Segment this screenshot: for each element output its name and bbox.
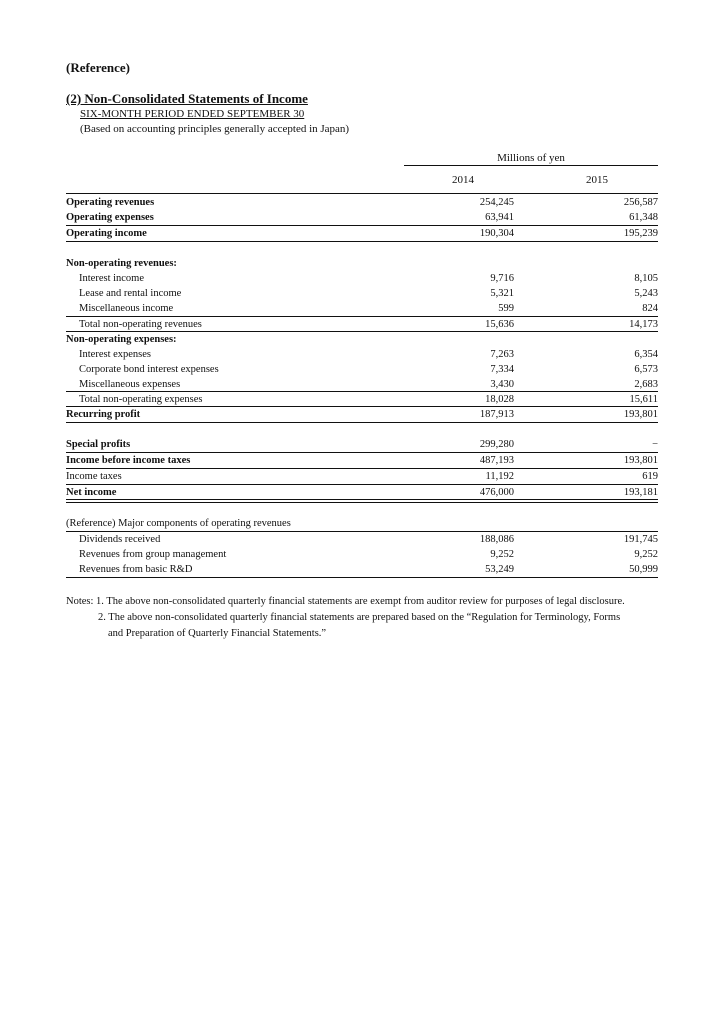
- table-row: [66, 516, 658, 531]
- row-label: Miscellaneous income: [79, 303, 174, 314]
- table-row: [66, 485, 658, 500]
- value-2015: 193,801: [623, 455, 658, 466]
- row-label: Net income: [66, 487, 117, 498]
- table-row: [66, 437, 658, 452]
- value-2015: 9,252: [634, 549, 658, 560]
- table-row: [66, 377, 658, 392]
- value-2014: 9,252: [490, 549, 514, 560]
- value-2015: 5,243: [634, 288, 658, 299]
- double-rule-top: [66, 499, 658, 500]
- table-row: [66, 532, 658, 547]
- row-label: Income taxes: [66, 471, 122, 482]
- value-2014: 299,280: [479, 439, 514, 450]
- table-bottom-rule: [66, 577, 658, 578]
- year-header-2015: 2015: [586, 174, 608, 186]
- row-label: Special profits: [66, 439, 131, 450]
- double-rule-bottom: [66, 502, 658, 503]
- table-row: [66, 226, 658, 241]
- value-2015: 15,611: [629, 394, 658, 405]
- value-2015: 6,354: [634, 349, 658, 360]
- header-rule: [66, 193, 658, 194]
- value-2014: 53,249: [485, 564, 514, 575]
- row-label: Corporate bond interest expenses: [79, 364, 219, 375]
- row-label: Income before income taxes: [66, 455, 191, 466]
- value-2015: 61,348: [629, 212, 658, 223]
- table-row: [66, 392, 658, 407]
- period-subtitle: SIX-MONTH PERIOD ENDED SEPTEMBER 30: [80, 108, 305, 120]
- table-row: [66, 271, 658, 286]
- table-row: [66, 547, 658, 562]
- value-2014: 18,028: [485, 394, 514, 405]
- table-row: [66, 256, 658, 271]
- value-2015: 619: [642, 471, 658, 482]
- row-label: Operating revenues: [66, 197, 155, 208]
- table-row: [66, 301, 658, 316]
- table-row: [66, 407, 658, 422]
- row-rule: [66, 422, 658, 423]
- value-2014: 187,913: [479, 409, 514, 420]
- value-2015: 6,573: [634, 364, 658, 375]
- row-label: Interest expenses: [79, 349, 152, 360]
- statement-title: (2) Non-Consolidated Statements of Income: [66, 91, 308, 106]
- value-2014: 7,263: [490, 349, 514, 360]
- year-header-2014: 2014: [452, 174, 474, 186]
- table-row: [66, 195, 658, 210]
- value-2014: 188,086: [479, 534, 514, 545]
- row-label: Operating expenses: [66, 212, 154, 223]
- row-label: Recurring profit: [66, 409, 141, 420]
- value-2014: 7,334: [490, 364, 514, 375]
- accounting-basis-note: (Based on accounting principles generally accepted in Japan): [80, 123, 350, 135]
- value-2015: 256,587: [623, 197, 658, 208]
- value-2015: 8,105: [634, 273, 658, 284]
- value-2014: 476,000: [479, 487, 514, 498]
- units-rule: [404, 165, 658, 166]
- value-2015: 191,745: [623, 534, 658, 545]
- value-2014: 5,321: [490, 288, 514, 299]
- row-label: Operating income: [66, 228, 147, 239]
- note-2-continued: and Preparation of Quarterly Financial Statements.”: [108, 628, 327, 639]
- notes-block: [66, 594, 666, 642]
- value-2014: 599: [498, 303, 514, 314]
- table-row: [66, 332, 658, 347]
- row-label: Miscellaneous expenses: [79, 379, 181, 390]
- table-row: [66, 362, 658, 377]
- table-row: [66, 286, 658, 301]
- note-2: 2. The above non-consolidated quarterly financial statements are prepared based on the “Regulation for Terminology, Forms: [98, 612, 621, 623]
- section-label: Non-operating revenues:: [66, 258, 177, 269]
- value-2014: 190,304: [479, 228, 514, 239]
- value-2014: 11,192: [485, 471, 514, 482]
- row-label: Lease and rental income: [79, 288, 182, 299]
- section-label: Non-operating expenses:: [66, 334, 177, 345]
- table-row: [66, 469, 658, 484]
- note-1: Notes: 1. The above non-consolidated quarterly financial statements are exempt from auditor review for purposes of legal disclosure.: [66, 596, 625, 607]
- value-2014: 63,941: [485, 212, 514, 223]
- units-label: Millions of yen: [497, 152, 565, 164]
- value-2015: 2,683: [634, 379, 658, 390]
- row-label: Revenues from group management: [79, 549, 227, 560]
- value-2015: 50,999: [629, 564, 658, 575]
- value-2014: 487,193: [479, 455, 514, 466]
- value-2015: 193,181: [623, 487, 658, 498]
- row-label: Dividends received: [79, 534, 161, 545]
- value-2015: −: [652, 439, 658, 450]
- row-label: Total non-operating expenses: [79, 394, 203, 405]
- row-rule: [66, 241, 658, 242]
- value-2015: 14,173: [629, 319, 658, 330]
- table-row: [66, 347, 658, 362]
- value-2014: 15,636: [485, 319, 514, 330]
- reference-heading: (Reference): [66, 60, 130, 75]
- value-2014: 254,245: [479, 197, 514, 208]
- table-row: [66, 453, 658, 468]
- table-row: [66, 210, 658, 225]
- table-row: [66, 317, 658, 332]
- row-label: Total non-operating revenues: [79, 319, 202, 330]
- value-2015: 824: [642, 303, 658, 314]
- table-row: [66, 562, 658, 577]
- value-2014: 3,430: [490, 379, 514, 390]
- section-label: (Reference) Major components of operating revenues: [66, 518, 291, 529]
- row-label: Interest income: [79, 273, 145, 284]
- value-2014: 9,716: [490, 273, 514, 284]
- value-2015: 193,801: [623, 409, 658, 420]
- row-label: Revenues from basic R&D: [79, 564, 193, 575]
- value-2015: 195,239: [623, 228, 658, 239]
